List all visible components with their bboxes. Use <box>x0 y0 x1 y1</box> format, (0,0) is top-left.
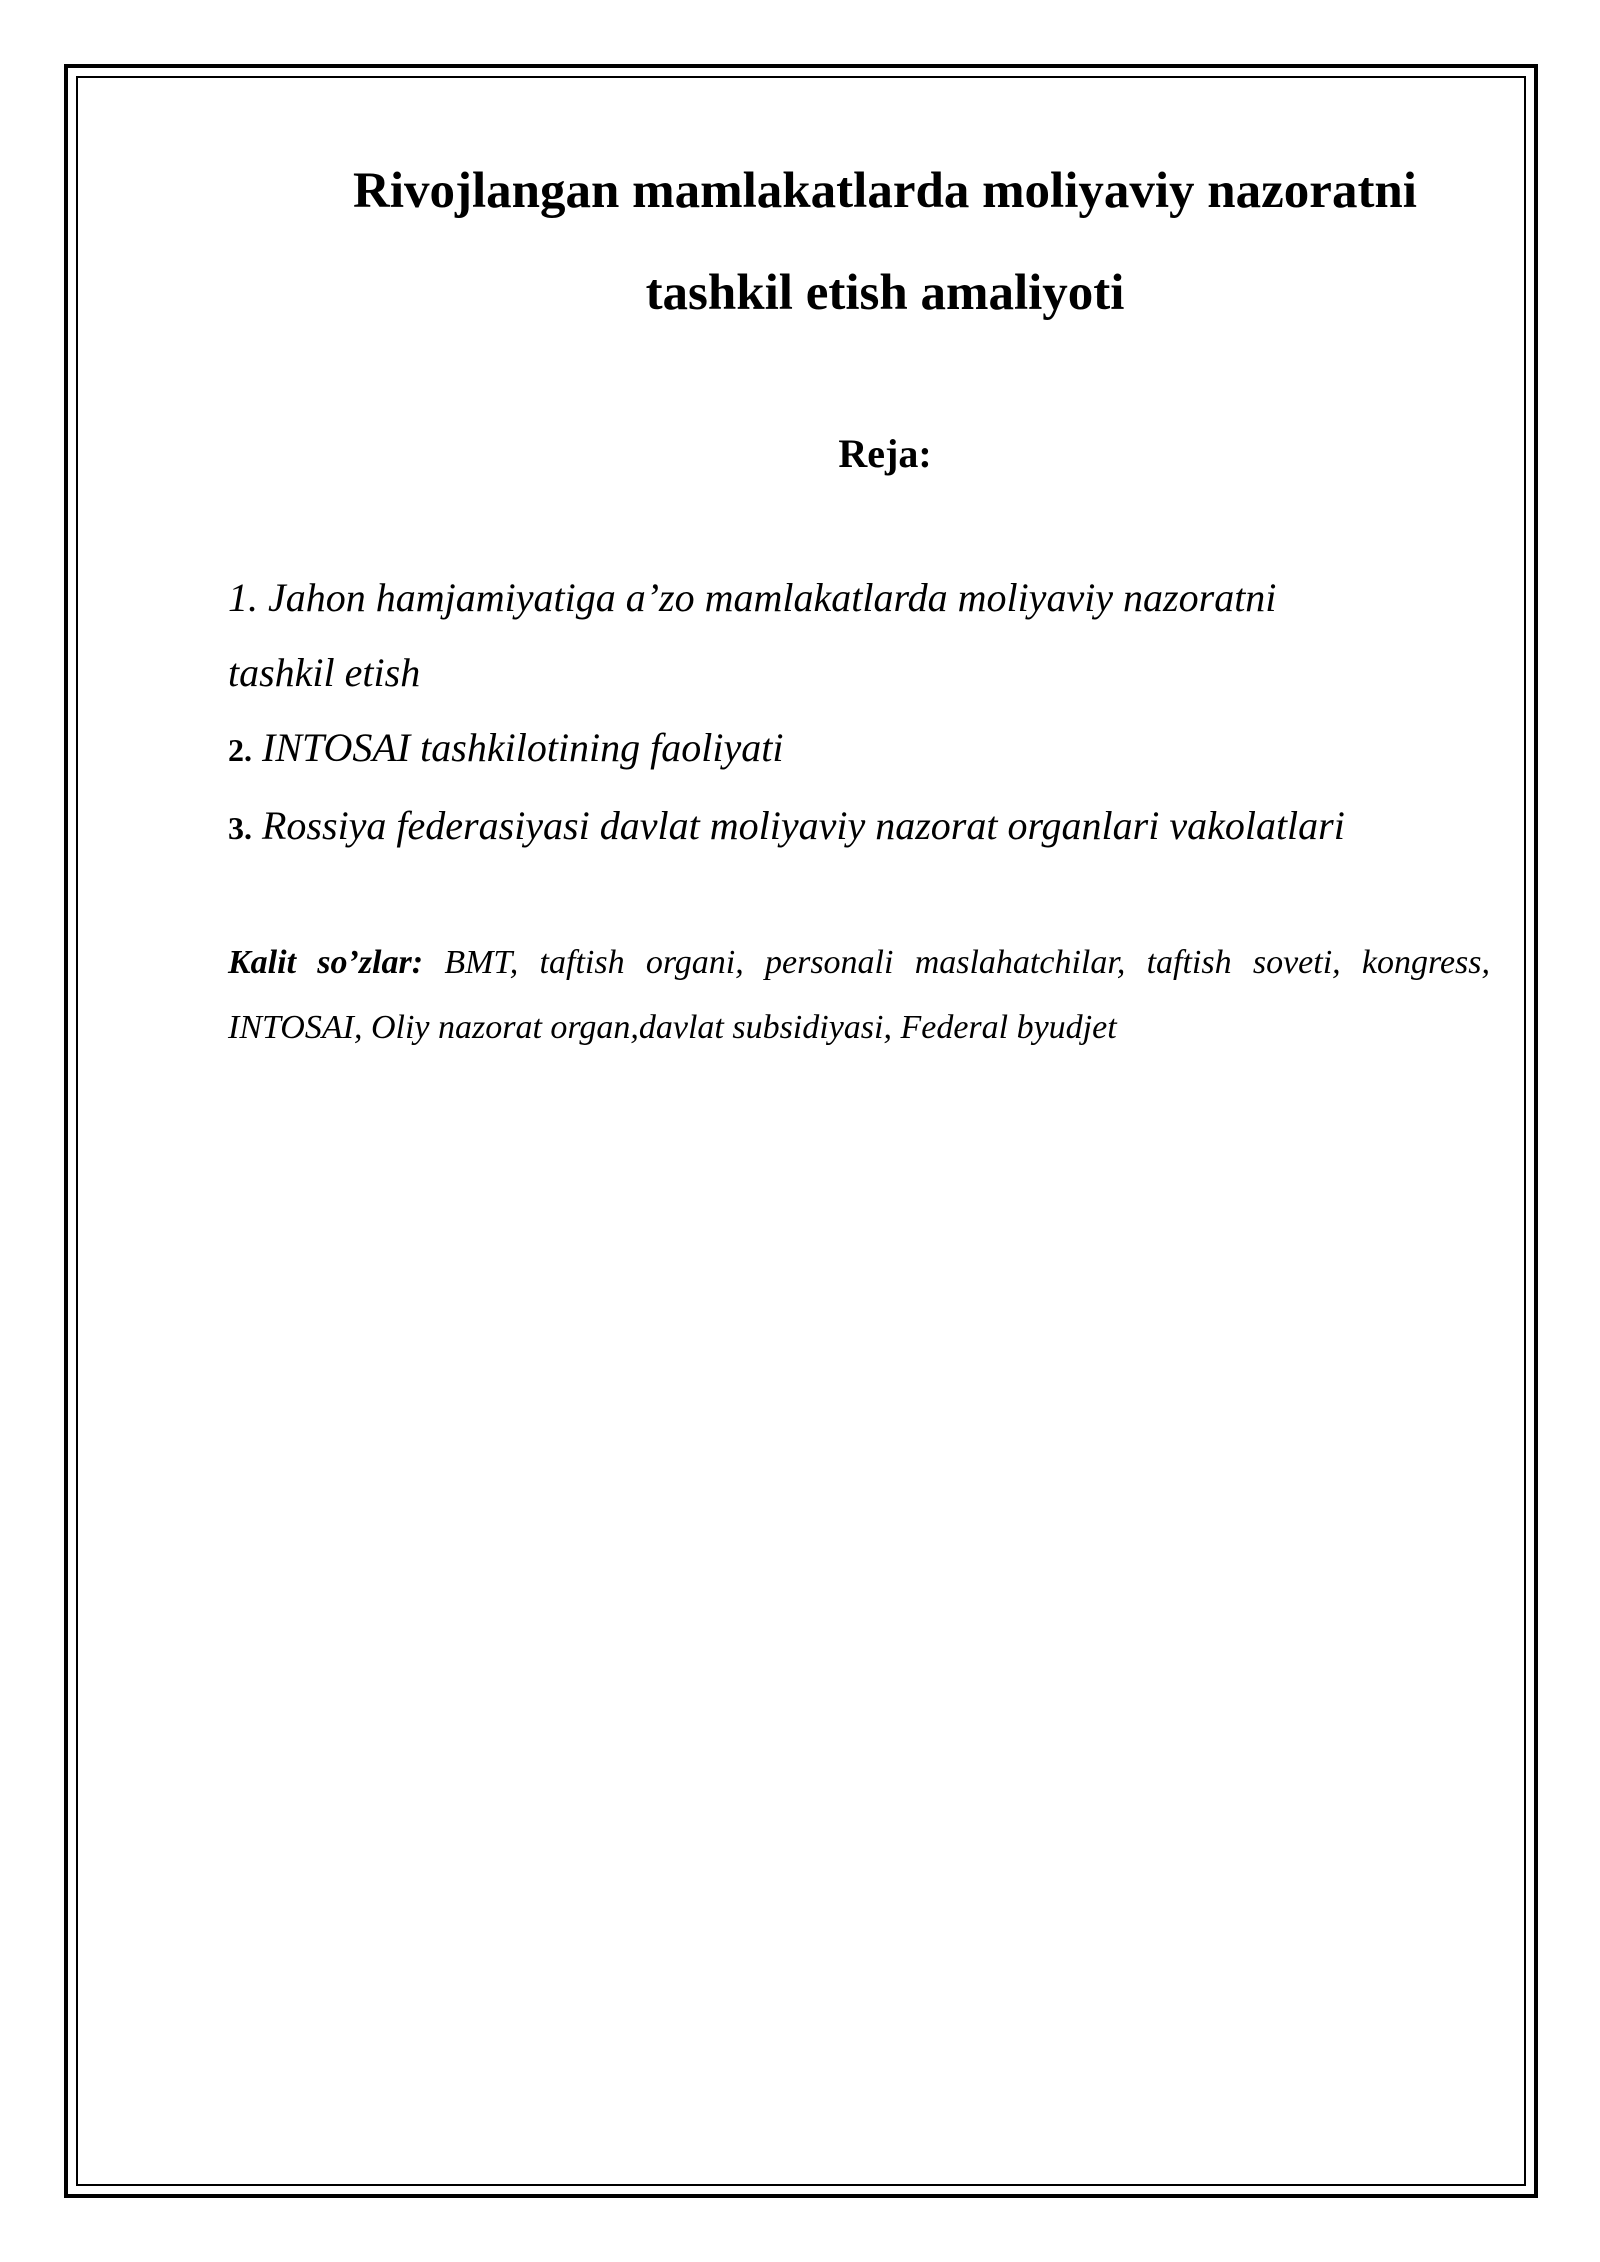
plan-item-text: Jahon hamjamiyatiga a’zo mamlakatlarda moliyaviy nazoratni <box>268 575 1277 620</box>
page-border-inner <box>76 76 1526 2186</box>
plan-item-number: 3. <box>228 810 252 846</box>
plan-item-text: INTOSAI tashkilotining faoliyati <box>262 725 784 770</box>
plan-item-2 <box>228 710 1490 788</box>
keywords-text: BMT, taftish organi, personali maslahatchilar, taftish soveti, kongress, INTOSAI, Oliy nazorat organ,davlat subsidiyasi, Federal byudjet <box>228 944 1491 1046</box>
document-content <box>228 140 1491 1046</box>
plan-item-1 <box>228 560 1490 635</box>
keywords-label: Kalit so’zlar: <box>228 944 424 981</box>
plan-item-text: tashkil etish <box>228 650 421 695</box>
plan-item-3 <box>228 788 1490 866</box>
document-title <box>228 140 1490 344</box>
plan-item-text: Rossiya federasiyasi davlat moliyaviy nazorat organlari vakolatlari <box>262 803 1345 848</box>
plan-list <box>228 560 1490 866</box>
plan-item-1-continued <box>228 635 1490 710</box>
plan-heading: Reja: <box>838 431 932 476</box>
plan-item-number: 2. <box>228 732 252 768</box>
plan-item-number: 1. <box>228 575 258 620</box>
keywords-paragraph <box>228 930 1490 1060</box>
title-line-1: Rivojlangan mamlakatlarda moliyaviy nazoratni <box>353 163 1417 219</box>
title-line-2: tashkil etish amaliyoti <box>645 265 1125 321</box>
